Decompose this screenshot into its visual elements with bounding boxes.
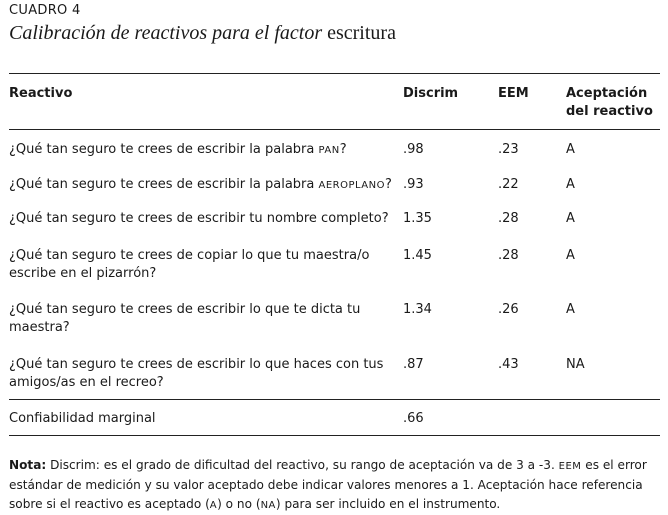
table-row-question: ¿Qué tan seguro te crees de escribir lo que te dicta tu maestra? (9, 302, 361, 335)
reliability-value: .66 (403, 411, 424, 426)
cell-eem: .23 (498, 142, 519, 157)
header-reactivo: Reactivo (9, 86, 73, 101)
cell-eem: .43 (498, 357, 519, 372)
cell-discrim: 1.35 (403, 211, 432, 226)
title-italic: Calibración de reactivos para el factor (9, 22, 323, 44)
header-rule (9, 129, 660, 130)
cell-aceptacion: A (566, 177, 575, 192)
cell-aceptacion: A (566, 248, 575, 263)
cell-eem: .28 (498, 248, 519, 263)
cell-discrim: 1.34 (403, 302, 432, 317)
cell-aceptacion: A (566, 142, 575, 157)
table-note: Nota: Discrim: es el grado de dificultad del reactivo, su rango de aceptación va de 3 a -3. EEM es el error estándar de medición y su valor aceptado debe indicar valores menores a 1. Aceptación hace referencia sobre si el reactivo es aceptado (A) o no (NA) para ser incluido en el instrumento. (9, 458, 647, 511)
cell-eem: .22 (498, 177, 519, 192)
cell-aceptacion: NA (566, 357, 585, 372)
table-title (9, 22, 396, 45)
cell-discrim: .98 (403, 142, 424, 157)
cell-aceptacion: A (566, 211, 575, 226)
table-row-question: ¿Qué tan seguro te crees de escribir lo que haces con tus amigos/as en el recreo? (9, 357, 384, 390)
header-aceptacion (566, 85, 653, 121)
table-row-question: ¿Qué tan seguro te crees de copiar lo que tu maestra/o escribe en el pizarrón? (9, 248, 370, 281)
header-discrim: Discrim (403, 86, 459, 101)
table-row-question: ¿Qué tan seguro te crees de escribir la palabra AEROPLANO? (9, 177, 392, 192)
header-aceptacion-line2: del reactivo (566, 104, 653, 119)
cell-discrim: 1.45 (403, 248, 432, 263)
cell-eem: .26 (498, 302, 519, 317)
table-row-question: ¿Qué tan seguro te crees de escribir tu nombre completo? (9, 211, 389, 226)
cell-discrim: .87 (403, 357, 424, 372)
cell-aceptacion: A (566, 302, 575, 317)
table-row-question: ¿Qué tan seguro te crees de escribir la palabra PAN? (9, 142, 347, 157)
header-aceptacion-line1: Aceptación (566, 86, 648, 101)
top-rule (9, 73, 660, 74)
bottom-rule (9, 435, 660, 436)
reliability-label: Confiabilidad marginal (9, 411, 156, 426)
cell-discrim: .93 (403, 177, 424, 192)
cell-eem: .28 (498, 211, 519, 226)
title-plain: escritura (327, 22, 396, 44)
table-label: CUADRO 4 (9, 3, 81, 18)
reliability-top-rule (9, 399, 660, 400)
header-eem: EEM (498, 86, 529, 101)
